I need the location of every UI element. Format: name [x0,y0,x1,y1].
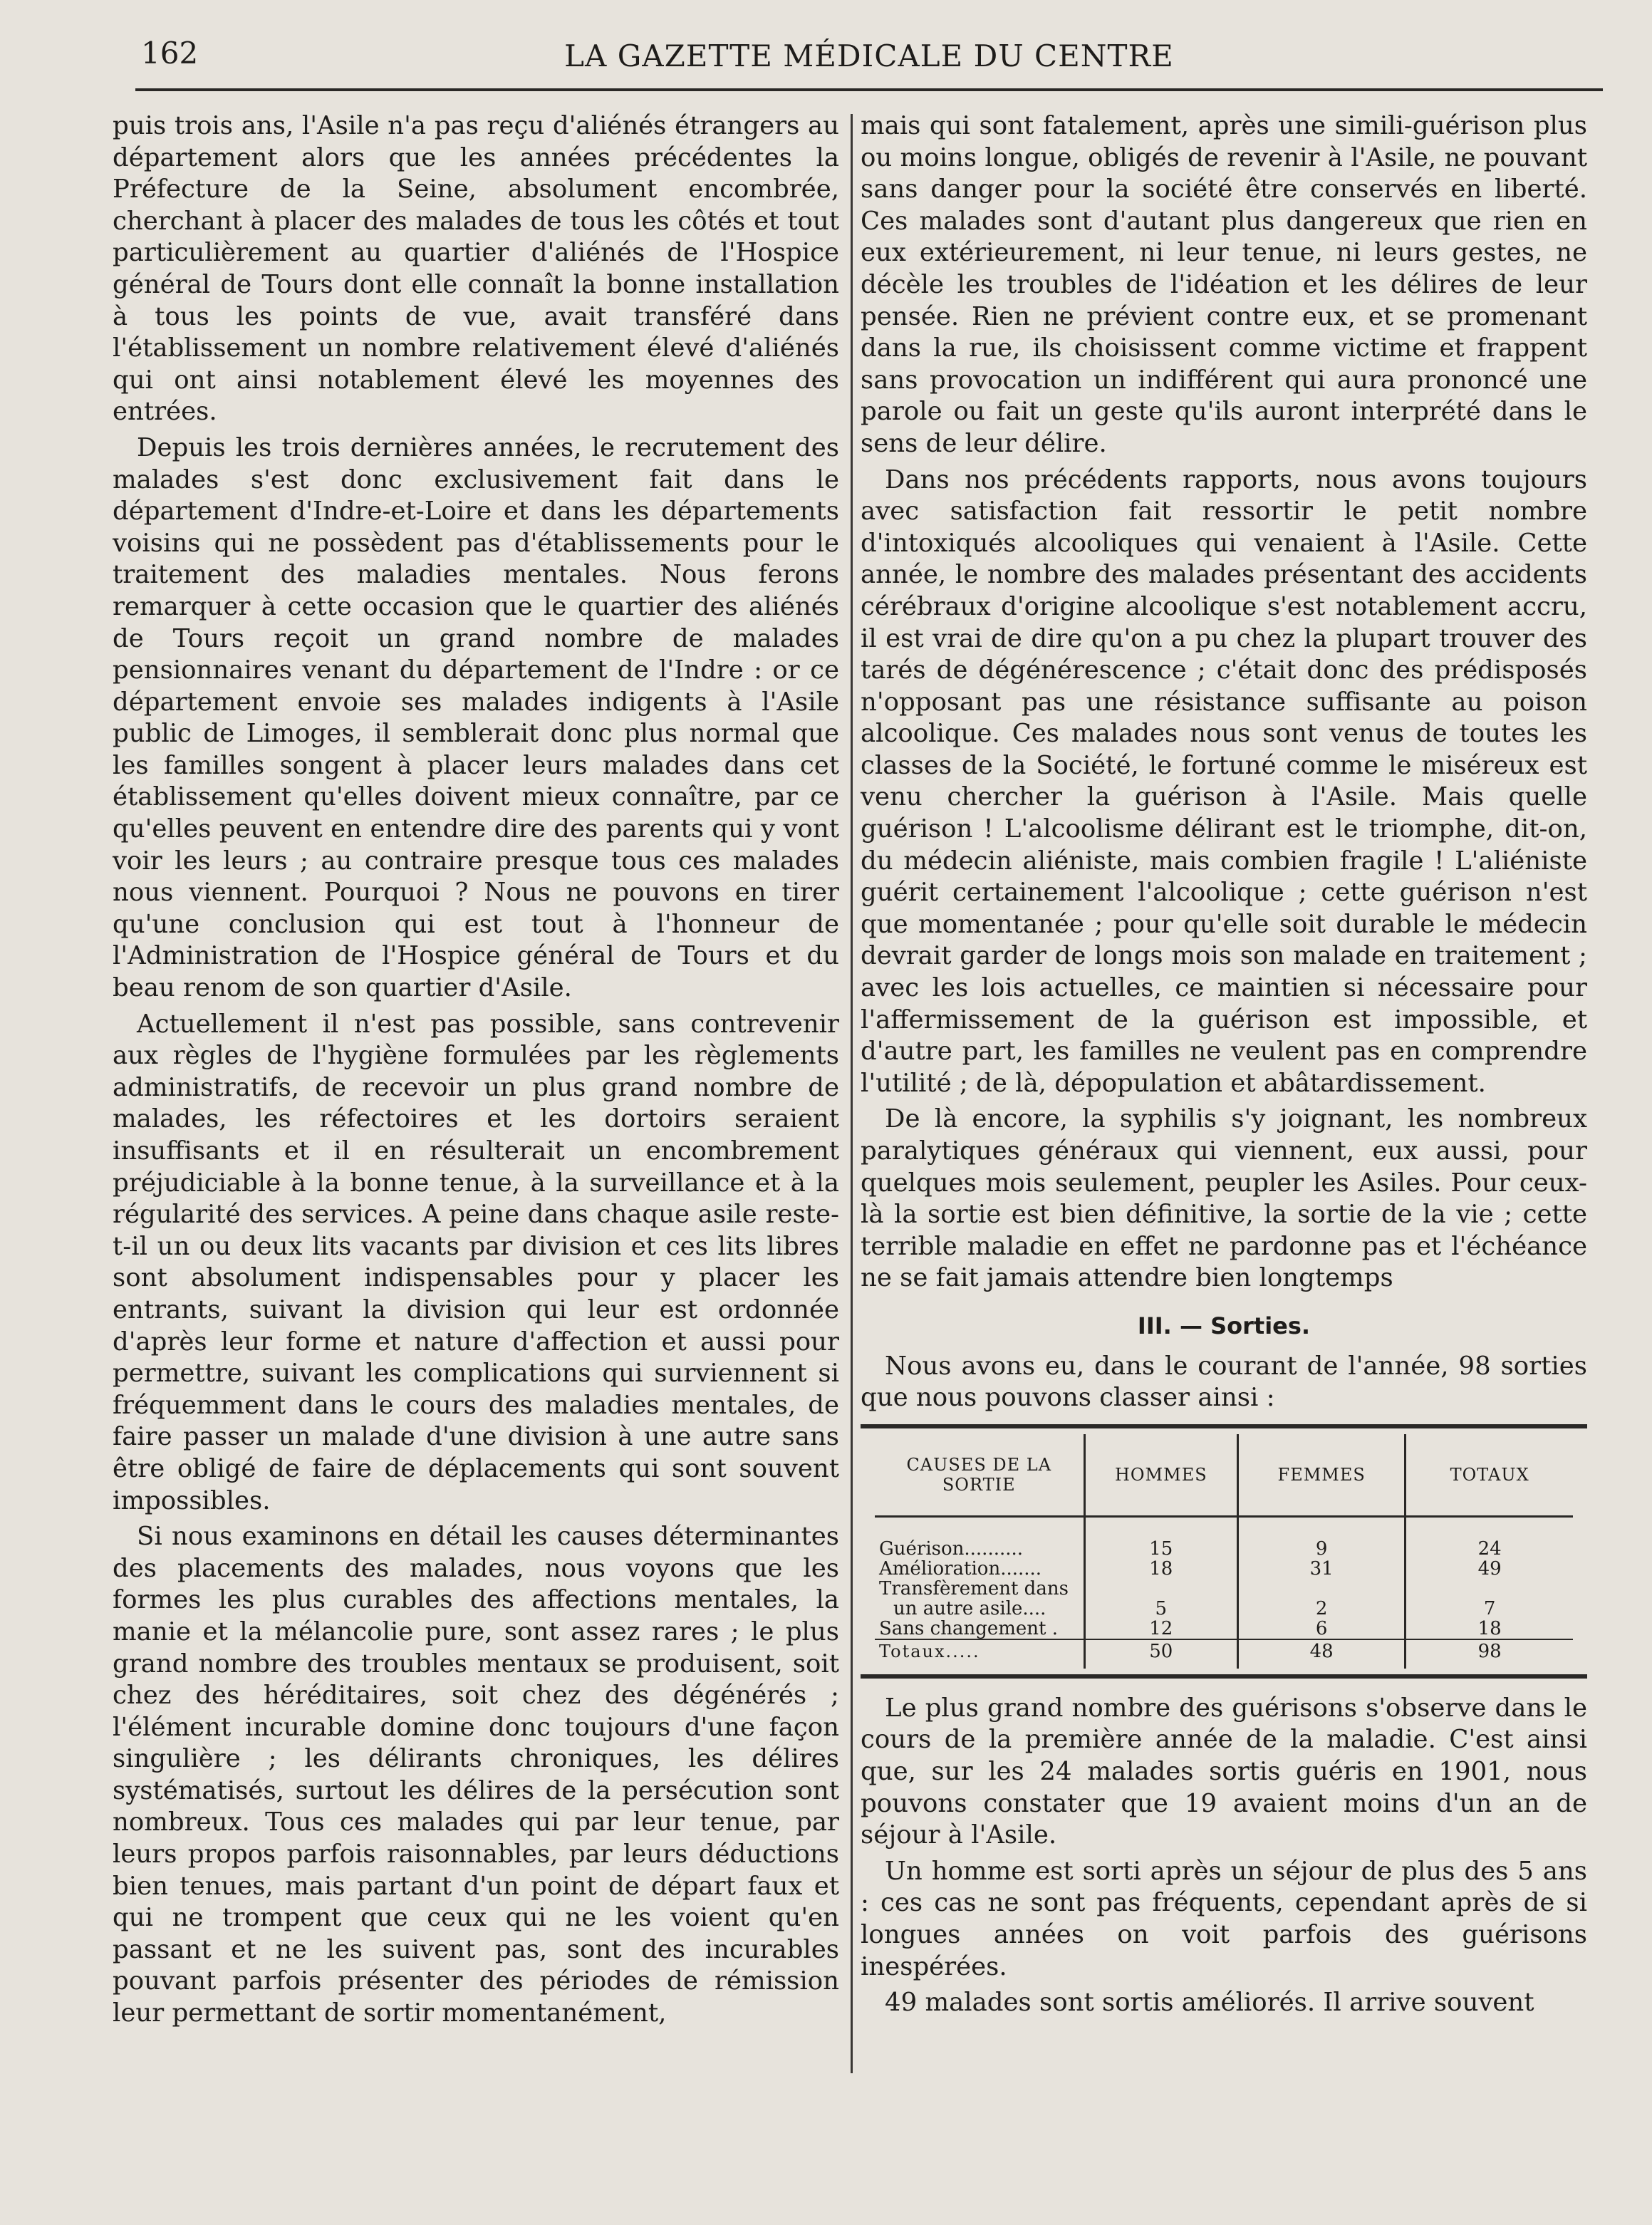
page-header [135,34,1603,84]
row-label-line: un autre asile.... [893,1597,1046,1619]
paragraph: De là encore, la syphilis s'y joignant, les nombreux paralytiques généraux qui viennent, eux aussi, pour quelques mois seulement, peupler les Asiles. Pour ceux-là la sortie est bien définitive, la sortie de la vie ; cette terrible maladie en effet ne pardonne pas et l'échéance ne se fait jamais attendre bien longtemps [861,1104,1587,1293]
cell-hommes [1084,1579,1238,1619]
paragraph: mais qui sont fatalement, après une simili-guérison plus ou moins longue, obligés de revenir à l'Asile, ne pouvant sans danger pour la société être conservés en liberté. Ces malades sont d'autant plus dangereux que rien en eux extérieurement, ni leur tenue, ni leurs gestes, ne décèle les troubles de l'idéation et les délires de leur pensée. Rien ne prévient contre eux, et se promenant dans la rue, ils choisissent comme victime et frappent sans provocation un indifférent qui aura prononcé une parole ou fait un geste qu'ils auront interprété dans le sens de leur délire. [861,111,1587,458]
table-total-row [875,1639,1573,1669]
col-header-totaux: TOTAUX [1406,1434,1573,1517]
cell-femmes: 6 [1238,1619,1406,1639]
paragraph: Actuellement il n'est pas possible, sans contrevenir aux règles de l'hygiène formulées par les règlements administratifs, de recevoir un plus grand nombre de malades, les réfectoires et les dortoirs seraient insuffisants et il en résulterait un encombrement préjudiciable à la bonne tenue, à la surveillance et à la régularité des services. A peine dans chaque asile reste-t-il un ou deux lits vacants par division et ces lits libres sont absolument indispensables pour y placer les entrants, suivant la division qui leur est ordonnée d'après leur forme et nature d'affection et aussi pour permettre, suivant les complications qui surviennent si fréquemment dans le cours des maladies mentales, de faire passer un malade d'une division à une autre sans être obligé de faire de déplacements qui sont souvent impossibles. [113,1009,839,1515]
cell-femmes: 31 [1238,1559,1406,1579]
paragraph: 49 malades sont sortis améliorés. Il arrive souvent [885,1988,1534,2018]
table-row [875,1619,1573,1639]
col-header-femmes: FEMMES [1238,1434,1406,1517]
row-label: Guérison.......... [879,1537,1024,1560]
total-label: Totaux..... [875,1639,1084,1669]
right-column [861,110,1587,2023]
total-hommes: 50 [1084,1639,1238,1669]
paragraph: puis trois ans, l'Asile n'a pas reçu d'aliénés étrangers au département alors que les années précédentes la Préfecture de la Seine, absolument encombrée, cherchant à placer des malades de tous les côtés et tout particulièrement au quartier d'aliénés de l'Hospice général de Tours dont elle connaît la bonne installation à tous les points de vue, avait transféré dans l'établissement un nombre relativement élevé d'aliénés qui ont ainsi notablement élevé les moyennes des entrées. [113,111,839,427]
col-header-causes: CAUSES DE LA SORTIE [875,1434,1084,1517]
page-number: 162 [141,36,199,71]
cell-hommes: 18 [1084,1559,1238,1579]
cell-hommes: 12 [1084,1619,1238,1639]
cell-totaux [1406,1579,1573,1619]
table-row [875,1516,1573,1559]
total-totaux: 98 [1406,1639,1573,1669]
column-divider [851,114,853,2073]
cell-value: 5 [1155,1597,1168,1619]
cell-hommes: 15 [1084,1516,1238,1559]
row-label: Amélioration....... [879,1557,1042,1580]
table-row [875,1559,1573,1579]
cell-value: 7 [1483,1597,1496,1619]
sorties-table [875,1434,1573,1669]
table-row [875,1579,1573,1619]
cell-femmes: 9 [1238,1516,1406,1559]
header-rule [135,88,1603,91]
paragraph: Depuis les trois dernières années, le recrutement des malades s'est donc exclusivement fait dans le département d'Indre-et-Loire et dans les départements voisins qui ne possèdent pas d'établissements pour le traitement des maladies mentales. Nous ferons remarquer à cette occasion que le quartier des aliénés de Tours reçoit un grand nombre de malades pensionnaires venant du département de l'Indre : or ce département envoie ses malades indigents à l'Asile public de Limoges, il semblerait donc plus normal que les familles songent à placer leurs malades dans cet établissement qu'elles doivent mieux connaître, par ce qu'elles peuvent en entendre dire des parents qui y vont voir les leurs ; au contraire presque tous ces malades nous viennent. Pourquoi ? Nous ne pouvons en tirer qu'une conclusion qui est tout à l'honneur de l'Administration de l'Hospice général de Tours et du beau renom de son quartier d'Asile. [113,432,839,1003]
paragraph: Si nous examinons en détail les causes déterminantes des placements des malades, nous voyons que les formes les plus curables des affections mentales, la manie et la mélancolie pure, sont assez rares ; le plus grand nombre des troubles mentaux se produisent, soit chez des héréditaires, soit chez des dégénérés ; l'élément incurable domine donc toujours d'une façon singulière ; les délirants chroniques, les délires systématisés, surtout les délires de la persécution sont nombreux. Tous ces malades qui par leur tenue, par leurs propos parfois raisonnables, par leurs déductions bien tenues, mais partant d'un point de départ faux et qui ne trompent que ceux qui ne les voient qu'en passant et ne les suivent pas, sont des incurables pouvant parfois présenter des périodes de rémission leur permettant de sortir momentanément, [113,1522,839,2028]
cell-totaux: 49 [1406,1559,1573,1579]
cell-femmes [1238,1579,1406,1619]
cell-value: 2 [1315,1597,1328,1619]
section-heading: III. — Sorties. [1137,1312,1311,1339]
cell-totaux: 18 [1406,1619,1573,1639]
row-label [875,1579,1084,1619]
row-label-line: Transfèrement dans [879,1577,1069,1599]
journal-title: LA GAZETTE MÉDICALE DU CENTRE [564,38,1174,73]
paragraph: Un homme est sorti après un séjour de plus des 5 ans : ces cas ne sont pas fréquents, cependant après de si longues années on voit parfois des guérisons inespérées. [861,1856,1587,1981]
section-intro: Nous avons eu, dans le courant de l'année, 98 sorties que nous pouvons classer ainsi : [861,1351,1587,1413]
total-femmes: 48 [1238,1639,1406,1669]
paragraph: Dans nos précédents rapports, nous avons toujours avec satisfaction fait ressortir le petit nombre d'intoxiqués alcooliques qui venaient à l'Asile. Cette année, le nombre des malades présentant des accidents cérébraux d'origine alcoolique s'est notablement accru, il est vrai de dire qu'on a pu chez la plupart trouver des tarés de dégénérescence ; c'était donc des prédisposés n'opposant pas une résistance suffisante au poison alcoolique. Ces malades nous sont venus de toutes les classes de la Société, le fortuné comme le miséreux est venu chercher la guérison à l'Asile. Mais quelle guérison ! L'alcoolisme délirant est le triomphe, dit-on, du médecin aliéniste, mais combien fragile ! L'aliéniste guérit certainement l'alcoolique ; cette guérison n'est que momentanée ; pour qu'elle soit durable le médecin devrait garder de longs mois son malade en traitement ; avec les lois actuelles, ce maintien si nécessaire pour l'affermissement de la guérison est impossible, et d'autre part, les familles ne veulent pas en comprendre l'utilité ; de là, dépopulation et abâtardissement. [861,465,1587,1098]
table-header-row [875,1434,1573,1517]
col-header-hommes: HOMMES [1084,1434,1238,1517]
row-label: Sans changement . [879,1617,1059,1639]
paragraph: Le plus grand nombre des guérisons s'observe dans le cours de la première année de la maladie. C'est ainsi que, sur les 24 malades sortis guéris en 1901, nous pouvons constater que 19 avaient moins d'un an de séjour à l'Asile. [861,1693,1587,1850]
cell-totaux: 24 [1406,1516,1573,1559]
left-column [113,110,839,2034]
sorties-table-frame [861,1424,1587,1679]
